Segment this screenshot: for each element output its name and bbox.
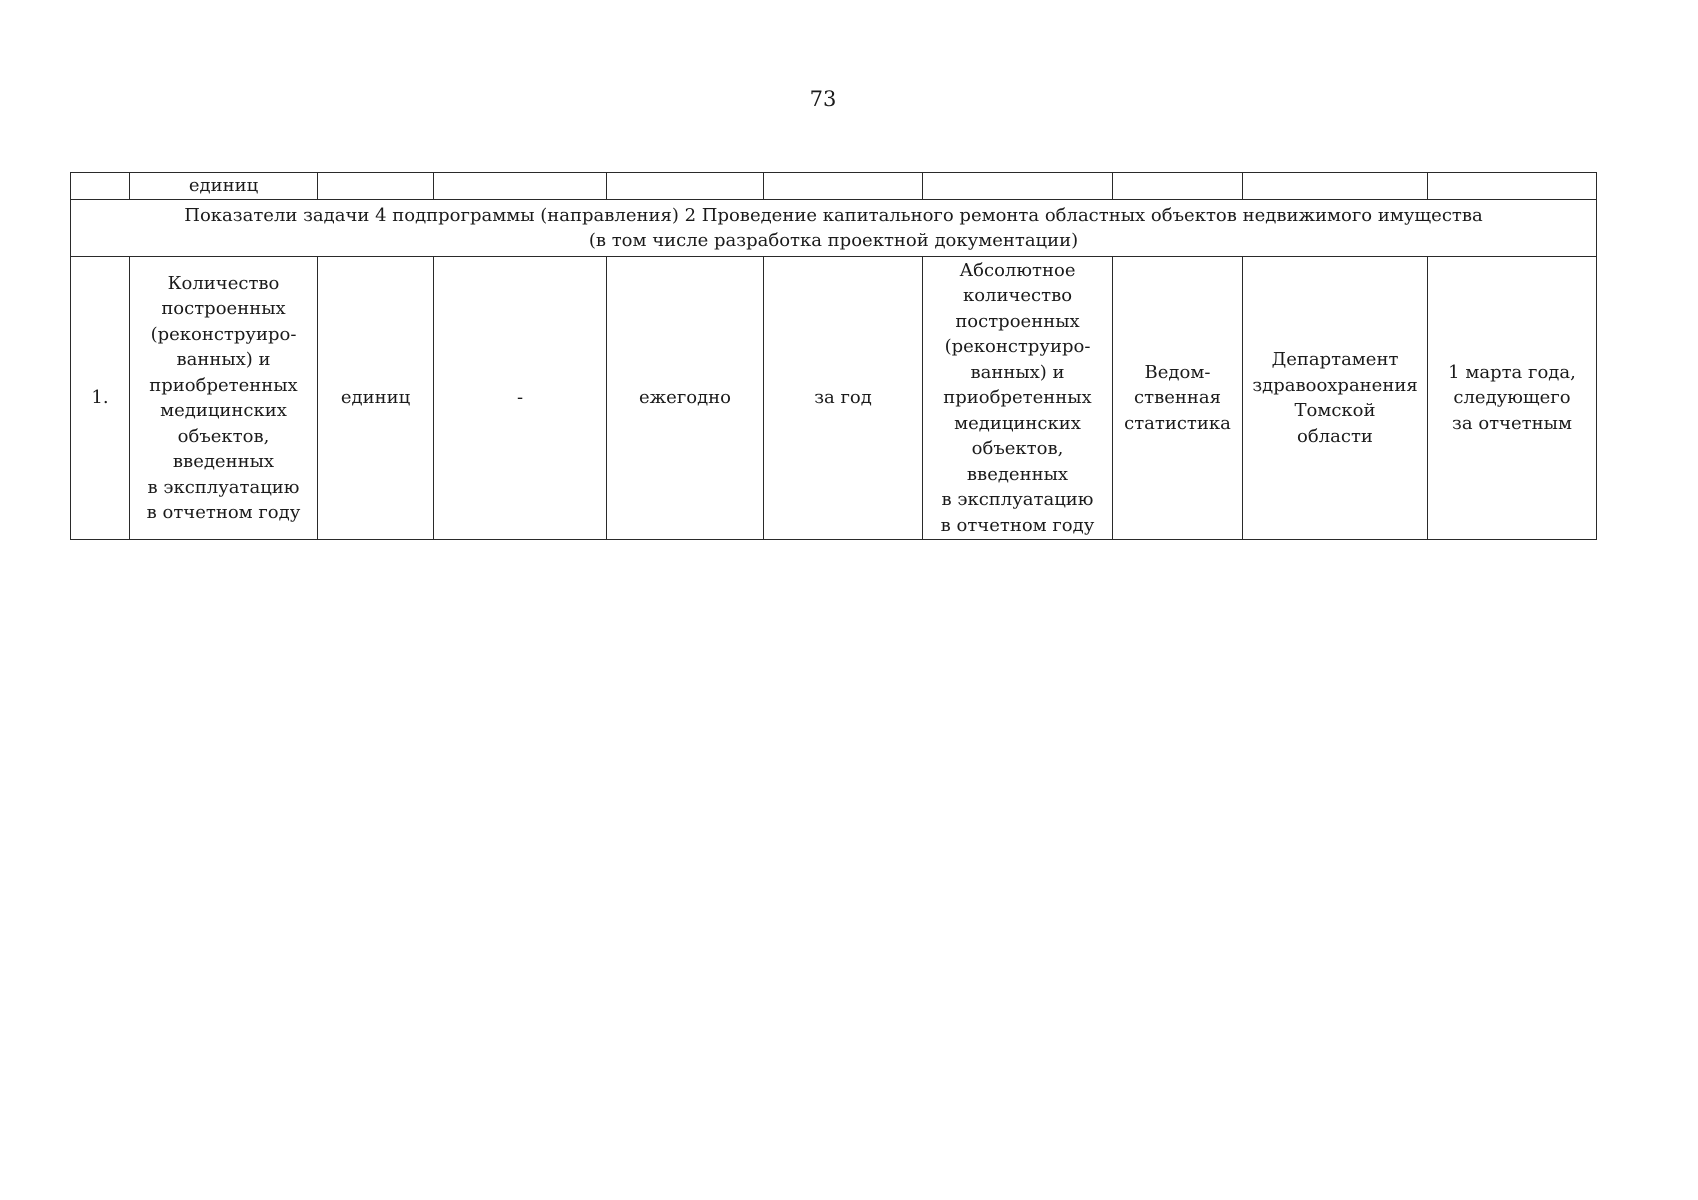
cell-empty [923,173,1113,200]
cell-unit: единиц [318,257,434,540]
cell-responsible: Департамент здравоохранения Томской области [1243,257,1428,540]
cell-empty [1428,173,1597,200]
cell-calculation-method: Абсолютное количество построенных (реконструиро- ванных) и приобретенных медицинских объектов, введенных в эксплуатацию в отчетном году [923,257,1113,540]
cell-period: за год [764,257,923,540]
cell-indicator-name: Количество построенных (реконструиро- ванных) и приобретенных медицинских объектов, введенных в эксплуатацию в отчетном году [130,257,318,540]
cell-empty [607,173,764,200]
cell-unit-continuation: единиц [130,173,318,200]
table-row-section-heading [71,200,1597,257]
cell-empty [1243,173,1428,200]
cell-deadline: 1 марта года, следующего за отчетным [1428,257,1597,540]
cell-empty [318,173,434,200]
cell-row-number: 1. [71,257,130,540]
table-row [71,257,1597,540]
section-heading-cell [71,200,1597,257]
cell-empty [764,173,923,200]
page-number: 73 [809,87,837,111]
cell-empty [434,173,607,200]
cell-periodicity: ежегодно [607,257,764,540]
cell-data-source: Ведом- ственная статистика [1113,257,1243,540]
cell-empty [1113,173,1243,200]
cell-value: - [434,257,607,540]
section-heading-line-1: Показатели задачи 4 подпрограммы (направления) 2 Проведение капитального ремонта областных объектов недвижимого имущества [184,204,1483,226]
indicators-table [70,172,1597,540]
section-heading-line-2: (в том числе разработка проектной документации) [588,230,1079,251]
cell-empty [71,173,130,200]
table-row-continuation [71,173,1597,200]
